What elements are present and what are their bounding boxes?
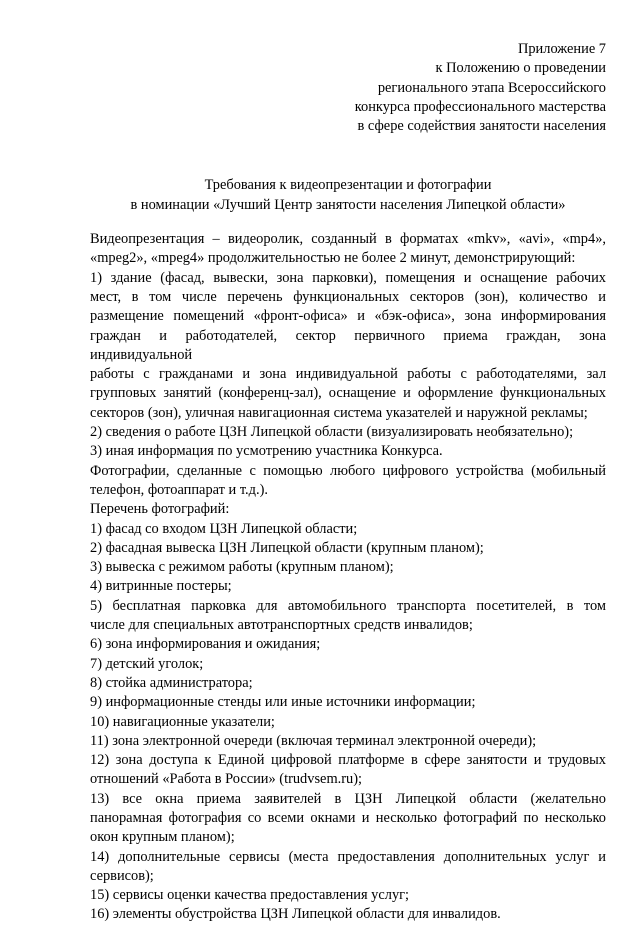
body-line: 1) здание (фасад, вывески, зона парковки), помещения и оснащение рабочих bbox=[90, 269, 606, 286]
body-line: панорамная фотография со всеми окнами и несколько фотографий по несколько bbox=[90, 809, 606, 826]
body-line: отношений «Работа в России» (trudvsem.ru); bbox=[90, 771, 363, 788]
appendix-header bbox=[90, 40, 606, 136]
body-line: телефон, фотоаппарат и т.д.). bbox=[90, 481, 268, 498]
body-line: 15) сервисы оценки качества предоставления услуг; bbox=[90, 887, 410, 904]
body-line: 5) бесплатная парковка для автомобильного транспорта посетителей, в том bbox=[90, 597, 606, 614]
body-line: 10) навигационные указатели; bbox=[90, 713, 275, 730]
body-line: 13) все окна приема заявителей в ЦЗН Липецкой области (желательно bbox=[90, 790, 606, 807]
body-line: Фотографии, сделанные с помощью любого цифрового устройства (мобильный bbox=[90, 462, 606, 479]
body-line: 6) зона информирования и ожидания; bbox=[90, 636, 321, 653]
body-line: 14) дополнительные сервисы (места предоставления дополнительных услуг и bbox=[90, 848, 606, 865]
title-line: Требования к видеопрезентации и фотографии bbox=[204, 177, 492, 194]
body-line: Видеопрезентация – видеоролик, созданный в форматах «mkv», «avi», «mp4», bbox=[90, 231, 606, 248]
body-line: 7) детский уголок; bbox=[90, 655, 204, 672]
body-line: граждан и работодателей, сектор первичного приема граждан, зона индивидуальной bbox=[90, 327, 606, 363]
body-line: Перечень фотографий: bbox=[90, 501, 230, 518]
document-body bbox=[90, 230, 606, 925]
title-line: в номинации «Лучший Центр занятости населения Липецкой области» bbox=[130, 196, 566, 213]
body-line: групповых занятий (конференц-зал), оснащение и оформление функциональных bbox=[90, 385, 606, 402]
body-line: 9) информационные стенды или иные источники информации; bbox=[90, 694, 476, 711]
body-line: числе для специальных автотранспортных средств инвалидов; bbox=[90, 617, 473, 634]
appendix-line: в сфере содействия занятости населения bbox=[357, 118, 606, 135]
body-line: 3) иная информация по усмотрению участника Конкурса. bbox=[90, 443, 443, 460]
document-page bbox=[90, 40, 606, 925]
body-line: 2) сведения о работе ЦЗН Липецкой области (визуализировать необязательно); bbox=[90, 424, 574, 441]
body-line: 8) стойка администратора; bbox=[90, 674, 253, 691]
body-line: 3) вывеска с режимом работы (крупным планом); bbox=[90, 559, 394, 576]
body-line: 2) фасадная вывеска ЦЗН Липецкой области (крупным планом); bbox=[90, 539, 484, 556]
body-line: окон крупным планом); bbox=[90, 829, 235, 846]
appendix-line: конкурса профессионального мастерства bbox=[354, 98, 606, 115]
body-line: работы с гражданами и зона индивидуальной работы с работодателями, зал bbox=[90, 366, 606, 383]
appendix-line: к Положению о проведении bbox=[435, 60, 606, 77]
document-title bbox=[90, 176, 606, 215]
body-line: 12) зона доступа к Единой цифровой платформе в сфере занятости и трудовых bbox=[90, 752, 606, 769]
body-line: 1) фасад со входом ЦЗН Липецкой области; bbox=[90, 520, 358, 537]
body-line: 11) зона электронной очереди (включая терминал электронной очереди); bbox=[90, 732, 537, 749]
body-line: 16) элементы обустройства ЦЗН Липецкой области для инвалидов. bbox=[90, 906, 501, 923]
body-line: «mpeg2», «mpeg4» продолжительностью не более 2 минут, демонстрирующий: bbox=[90, 250, 576, 267]
body-line: мест, в том числе перечень функциональных секторов (зон), количество и bbox=[90, 288, 606, 305]
appendix-line: регионального этапа Всероссийского bbox=[377, 79, 606, 96]
body-line: секторов (зон), уличная навигационная система указателей и наружной рекламы; bbox=[90, 404, 588, 421]
body-line: размещение помещений «фронт-офиса» и «бэк-офиса», зона информирования bbox=[90, 308, 606, 325]
appendix-line: Приложение 7 bbox=[517, 41, 606, 57]
body-line: сервисов); bbox=[90, 867, 154, 884]
body-line: 4) витринные постеры; bbox=[90, 578, 232, 595]
